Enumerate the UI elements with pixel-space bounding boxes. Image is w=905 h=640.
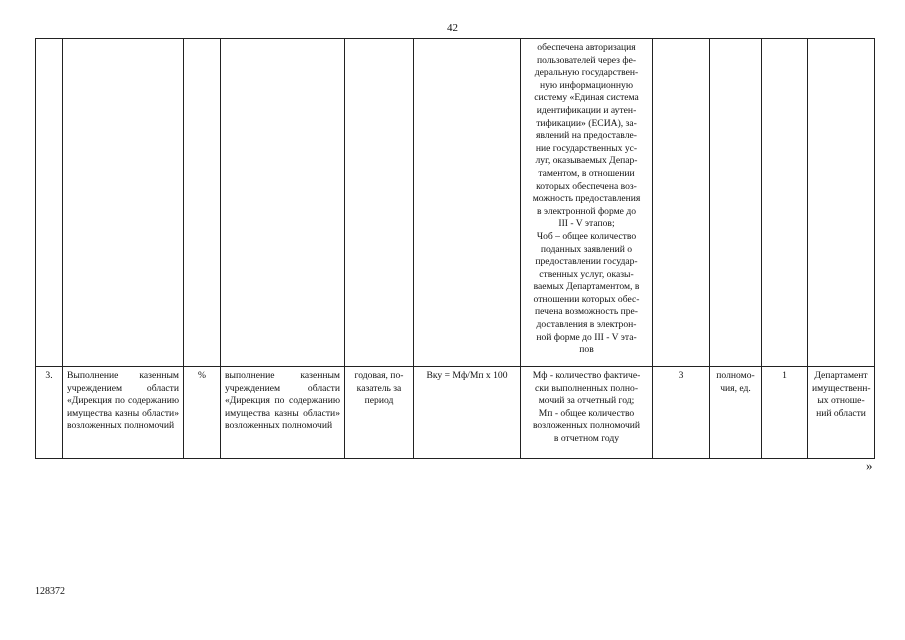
table-cell-unit-sign: % bbox=[184, 367, 221, 459]
closing-quote-mark: » bbox=[866, 458, 873, 473]
table-row-continued bbox=[36, 39, 875, 367]
table-cell-number bbox=[36, 39, 63, 367]
table-row-3 bbox=[36, 367, 875, 459]
table-cell-periodicity: годовая, по- казатель за период bbox=[345, 367, 414, 459]
table-cell-formula: Вку = Мф/Мп х 100 bbox=[414, 367, 521, 459]
table-cell-value-a bbox=[653, 39, 710, 367]
table-cell-indicator-name bbox=[63, 39, 184, 367]
table-cell-definition bbox=[221, 39, 345, 367]
table-cell-periodicity bbox=[345, 39, 414, 367]
table-cell-unit-b: полномо- чия, ед. bbox=[710, 367, 762, 459]
table-cell-indicator-name: Выполнение казенным учреждением области «Дирекция по содержанию имущества казны области» возложенных полномочий bbox=[63, 367, 184, 459]
table-cell-value-c: 1 bbox=[762, 367, 808, 459]
table-cell-responsible: Департамент имущественн- ых отноше- ний области bbox=[808, 367, 875, 459]
table-cell-unit-b bbox=[710, 39, 762, 367]
page-number: 42 bbox=[447, 22, 458, 34]
table-cell-formula-description: обеспечена авторизация пользователей через фе- деральную государствен- ную информационную систему «Единая система идентификации и аутен- тификации» (ЕСИА), за- явлений на предоставле- ние государственных ус- луг, оказываемых Депар- таментом, в отношении которых обеспечена воз- можность предоставления в электронной форме до III - V этапов; Чоб – общее количество поданных заявлений о предоставлении государ- ственных услуг, оказы- ваемых Департаментом, в отношении которых обес- печена возможность пре- доставления в электрон- ной форме до III - V эта- пов bbox=[521, 39, 653, 367]
table-cell-responsible bbox=[808, 39, 875, 367]
footer-document-code: 128372 bbox=[35, 586, 65, 597]
table-cell-unit-sign bbox=[184, 39, 221, 367]
indicators-table bbox=[35, 38, 875, 459]
table-cell-value-a: 3 bbox=[653, 367, 710, 459]
table-cell-value-c bbox=[762, 39, 808, 367]
table-cell-definition: выполнение казенным учреждением области «Дирекция по содержанию имущества казны области» возложенных полномочий bbox=[221, 367, 345, 459]
table-cell-formula-description: Мф - количество фактиче- ски выполненных полно- мочий за отчетный год; Мп - общее количество возложенных полномочий в отчетном году bbox=[521, 367, 653, 459]
table-cell-formula bbox=[414, 39, 521, 367]
table-cell-number: 3. bbox=[36, 367, 63, 459]
